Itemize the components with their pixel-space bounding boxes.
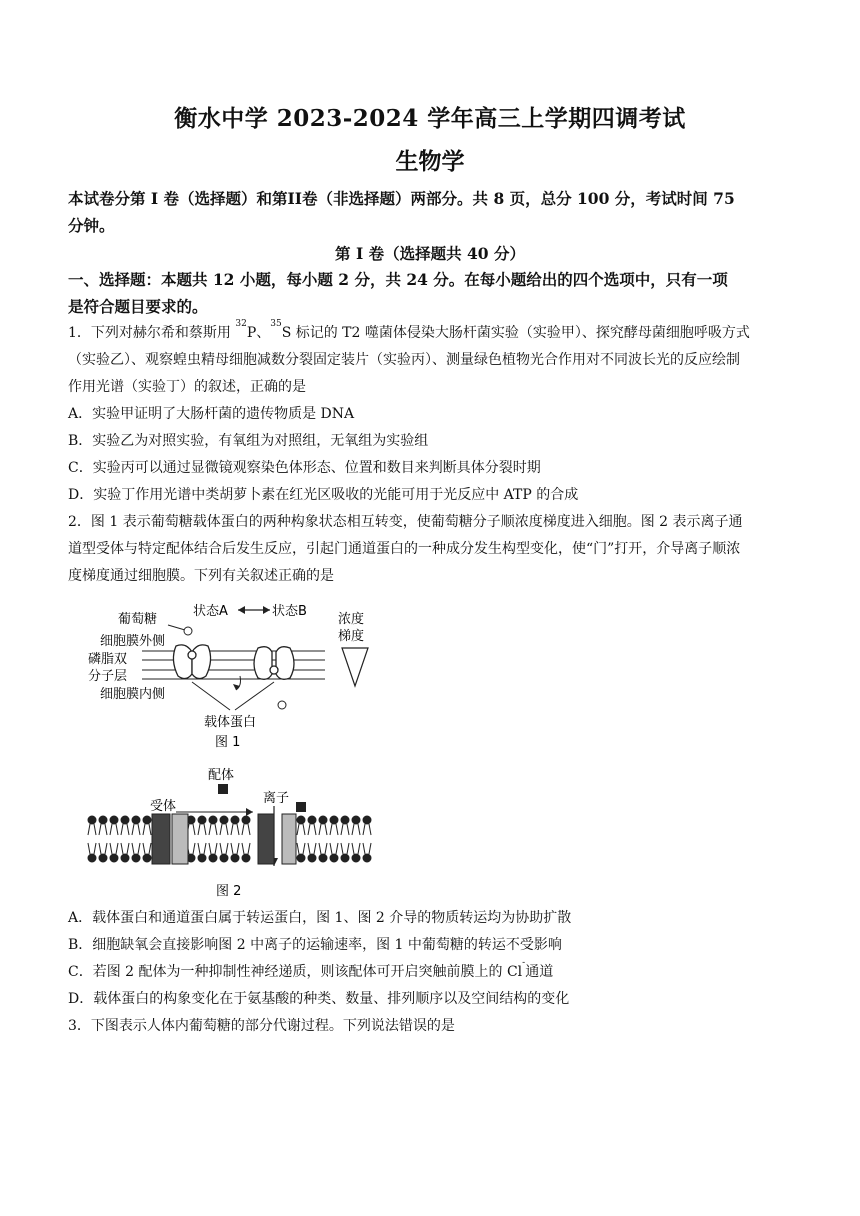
lipid-tail <box>94 824 96 835</box>
lipid-tail <box>88 824 90 835</box>
q2-stem-line-3: 度梯度通过细胞膜。下列有关叙述正确的是 <box>68 568 334 584</box>
subject-title: 生物学 <box>395 148 465 175</box>
lipid-head <box>231 854 239 862</box>
lipid-tail <box>325 824 327 835</box>
lipid-tail <box>352 824 354 835</box>
intro-line-2: 分钟。 <box>68 216 115 235</box>
lipid-head <box>363 816 371 824</box>
part1-heading: 第 I 卷（选择题共 40 分） <box>335 244 525 263</box>
lipid-tail <box>248 843 250 854</box>
lipid-head <box>99 854 107 862</box>
q1-stem-line-2: （实验乙）、观察蝗虫精母细胞减数分裂固定装片（实验丙）、测量绿色植物光合作用对不同波长光的反应绘制 <box>68 352 740 368</box>
lipid-tail <box>204 843 206 854</box>
lipid-tail <box>193 824 195 835</box>
lipid-tail <box>121 843 123 854</box>
lipid-tail <box>341 843 343 854</box>
lipid-tail <box>297 843 299 854</box>
fig1-bilayer-label-2: 分子层 <box>88 669 128 684</box>
lipid-tail <box>204 824 206 835</box>
lipid-tail <box>363 824 365 835</box>
lipid-tail <box>226 843 228 854</box>
lipid-head <box>363 854 371 862</box>
lipid-head <box>209 854 217 862</box>
q2-stem-line-2: 道型受体与特定配体结合后发生反应，引起门通道蛋白的一种成分发生构型变化，使“门”打开，介导离子顺浓 <box>68 541 741 557</box>
figure-2-ion-channel <box>78 762 378 902</box>
lipid-tail <box>88 843 90 854</box>
lipid-head <box>121 816 129 824</box>
lipid-head <box>330 816 338 824</box>
lipid-head <box>352 816 360 824</box>
fig2-channel-protein-light <box>282 814 296 864</box>
lipid-head <box>341 816 349 824</box>
lipid-head <box>220 816 228 824</box>
exam-title: 衡水中学 2023-2024 学年高三上学期四调考试 <box>174 105 686 132</box>
lipid-tail <box>330 824 332 835</box>
fig2-ligand-label: 配体 <box>208 768 235 783</box>
lipid-tail <box>94 843 96 854</box>
lipid-tail <box>198 824 200 835</box>
lipid-tail <box>110 824 112 835</box>
lipid-tail <box>231 824 233 835</box>
q2-stem-line-1: 2．图 1 表示葡萄糖载体蛋白的两种构象状态相互转变，使葡萄糖分子顺浓度梯度进入细胞。图 2 表示离子通 <box>68 514 743 530</box>
lipid-tail <box>358 824 360 835</box>
lipid-head <box>231 816 239 824</box>
lipid-tail <box>347 843 349 854</box>
lipid-tail <box>297 824 299 835</box>
lipid-tail <box>116 843 118 854</box>
lipid-tail <box>138 843 140 854</box>
fig2-receptor-label: 受体 <box>150 799 177 814</box>
intro-line-1: 本试卷分第 I 卷（选择题）和第II卷（非选择题）两部分。共 8 页，总分 100 分，考试时间 75 <box>68 189 735 208</box>
fig1-gradient-label-1: 浓度 <box>338 612 365 627</box>
lipid-tail <box>314 843 316 854</box>
fig2-ligand-square <box>218 784 228 794</box>
fig1-inner-side-label: 细胞膜内侧 <box>100 687 166 702</box>
lipid-tail <box>308 824 310 835</box>
lipid-head <box>110 816 118 824</box>
lipid-tail <box>198 843 200 854</box>
lipid-head <box>209 816 217 824</box>
lipid-tail <box>138 824 140 835</box>
lipid-tail <box>308 843 310 854</box>
lipid-tail <box>105 824 107 835</box>
lipid-head <box>308 854 316 862</box>
lipid-tail <box>369 843 371 854</box>
lipid-head <box>110 854 118 862</box>
q1-option-d: D．实验丁作用光谱中类胡萝卜素在红光区吸收的光能可用于光反应中 ATP 的合成 <box>68 487 579 503</box>
lipid-tail <box>127 843 129 854</box>
lipid-head <box>121 854 129 862</box>
q2-option-d: D．载体蛋白的构象变化在于氨基酸的种类、数量、排列顺序以及空间结构的变化 <box>68 991 570 1007</box>
lipid-tail <box>143 824 145 835</box>
lipid-tail <box>99 824 101 835</box>
fig1-glucose-molecule <box>184 627 192 635</box>
lipid-head <box>242 816 250 824</box>
lipid-head <box>198 816 206 824</box>
fig1-state-b-label: 状态B <box>272 604 307 619</box>
fig1-bilayer-label-1: 磷脂双 <box>88 652 128 667</box>
section-instruction-2: 是符合题目要求的。 <box>68 297 208 316</box>
fig2-ion-label: 离子 <box>263 791 290 806</box>
q2-option-b: B．细胞缺氧会直接影响图 2 中离子的运输速率，图 1 中葡萄糖的转运不受影响 <box>68 937 562 953</box>
lipid-tail <box>193 843 195 854</box>
lipid-head <box>330 854 338 862</box>
lipid-tail <box>116 824 118 835</box>
lipid-tail <box>105 843 107 854</box>
fig1-glucose-inside <box>278 701 286 709</box>
lipid-tail <box>209 843 211 854</box>
lipid-head <box>143 854 151 862</box>
figure-1-carrier-protein <box>80 598 380 756</box>
lipid-head <box>352 854 360 862</box>
lipid-tail <box>220 843 222 854</box>
lipid-tail <box>132 843 134 854</box>
lipid-tail <box>325 843 327 854</box>
lipid-tail <box>363 843 365 854</box>
lipid-head <box>308 816 316 824</box>
q2-option-a: A．载体蛋白和通道蛋白属于转运蛋白，图 1、图 2 介导的物质转运均为协助扩散 <box>68 910 572 926</box>
fig1-state-a-label: 状态A <box>193 604 228 619</box>
q1-option-a: A．实验甲证明了大肠杆菌的遗传物质是 DNA <box>68 406 355 422</box>
q1-stem-line-1: 1．下列对赫尔希和蔡斯用 $^{32}$P、$^{35}$S 标记的 T2 噬菌体侵染大肠杆菌实验（实验甲）、探究酵母菌细胞呼吸方式 <box>68 319 750 341</box>
lipid-tail <box>358 843 360 854</box>
fig1-carrier-protein-state-a <box>173 645 210 679</box>
lipid-tail <box>347 824 349 835</box>
fig1-gradient-triangle <box>342 648 368 686</box>
lipid-tail <box>149 824 151 835</box>
fig1-outer-side-label: 细胞膜外侧 <box>100 634 166 649</box>
lipid-tail <box>237 824 239 835</box>
q1-option-b: B．实验乙为对照实验，有氧组为对照组，无氧组为实验组 <box>68 433 429 449</box>
fig1-carrier-protein-state-b <box>254 647 294 680</box>
fig2-receptor-protein-dark <box>152 814 170 864</box>
lipid-tail <box>143 843 145 854</box>
lipid-tail <box>149 843 151 854</box>
section-instruction-1: 一、选择题：本题共 12 小题，每小题 2 分，共 24 分。在每小题给出的四个选项中，只有一项 <box>68 270 728 289</box>
lipid-tail <box>237 843 239 854</box>
lipid-head <box>88 816 96 824</box>
lipid-tail <box>336 824 338 835</box>
lipid-head <box>297 816 305 824</box>
q3-stem-line-1: 3．下图表示人体内葡萄糖的部分代谢过程。下列说法错误的是 <box>68 1018 455 1034</box>
q1-stem-line-3: 作用光谱（实验丁）的叙述，正确的是 <box>68 379 306 395</box>
lipid-tail <box>110 843 112 854</box>
lipid-head <box>319 816 327 824</box>
lipid-tail <box>319 843 321 854</box>
lipid-tail <box>99 843 101 854</box>
lipid-head <box>132 854 140 862</box>
lipid-head <box>132 816 140 824</box>
lipid-tail <box>341 824 343 835</box>
lipid-tail <box>132 824 134 835</box>
fig2-lipid-bilayer <box>88 816 371 862</box>
lipid-head <box>297 854 305 862</box>
lipid-tail <box>330 843 332 854</box>
lipid-tail <box>121 824 123 835</box>
lipid-tail <box>319 824 321 835</box>
lipid-tail <box>209 824 211 835</box>
lipid-head <box>143 816 151 824</box>
lipid-head <box>319 854 327 862</box>
lipid-tail <box>314 824 316 835</box>
q1-option-c: C．实验丙可以通过显微镜观察染色体形态、位置和数目来判断具体分裂时期 <box>68 460 541 476</box>
fig1-membrane <box>142 651 325 679</box>
lipid-tail <box>336 843 338 854</box>
fig2-bound-ligand <box>296 802 306 812</box>
lipid-head <box>198 854 206 862</box>
lipid-tail <box>242 843 244 854</box>
lipid-head <box>341 854 349 862</box>
lipid-head <box>88 854 96 862</box>
lipid-head <box>220 854 228 862</box>
fig2-receptor-protein-light <box>172 814 188 864</box>
lipid-head <box>242 854 250 862</box>
lipid-tail <box>127 824 129 835</box>
fig2-channel-protein-dark <box>258 814 274 864</box>
lipid-tail <box>369 824 371 835</box>
lipid-tail <box>303 843 305 854</box>
fig1-glucose-label: 葡萄糖 <box>118 612 158 627</box>
lipid-tail <box>303 824 305 835</box>
fig1-carrier-label: 载体蛋白 <box>204 715 257 730</box>
lipid-head <box>99 816 107 824</box>
fig1-gradient-label-2: 梯度 <box>338 629 365 644</box>
lipid-tail <box>215 843 217 854</box>
lipid-tail <box>215 824 217 835</box>
fig2-caption: 图 2 <box>216 884 242 899</box>
lipid-tail <box>226 824 228 835</box>
lipid-tail <box>220 824 222 835</box>
lipid-tail <box>248 824 250 835</box>
lipid-tail <box>231 843 233 854</box>
lipid-tail <box>352 843 354 854</box>
fig1-caption: 图 1 <box>215 735 241 750</box>
lipid-tail <box>242 824 244 835</box>
q2-option-c: C．若图 2 配体为一种抑制性神经递质，则该配体可开启突触前膜上的 Cl-通道 <box>68 958 554 980</box>
